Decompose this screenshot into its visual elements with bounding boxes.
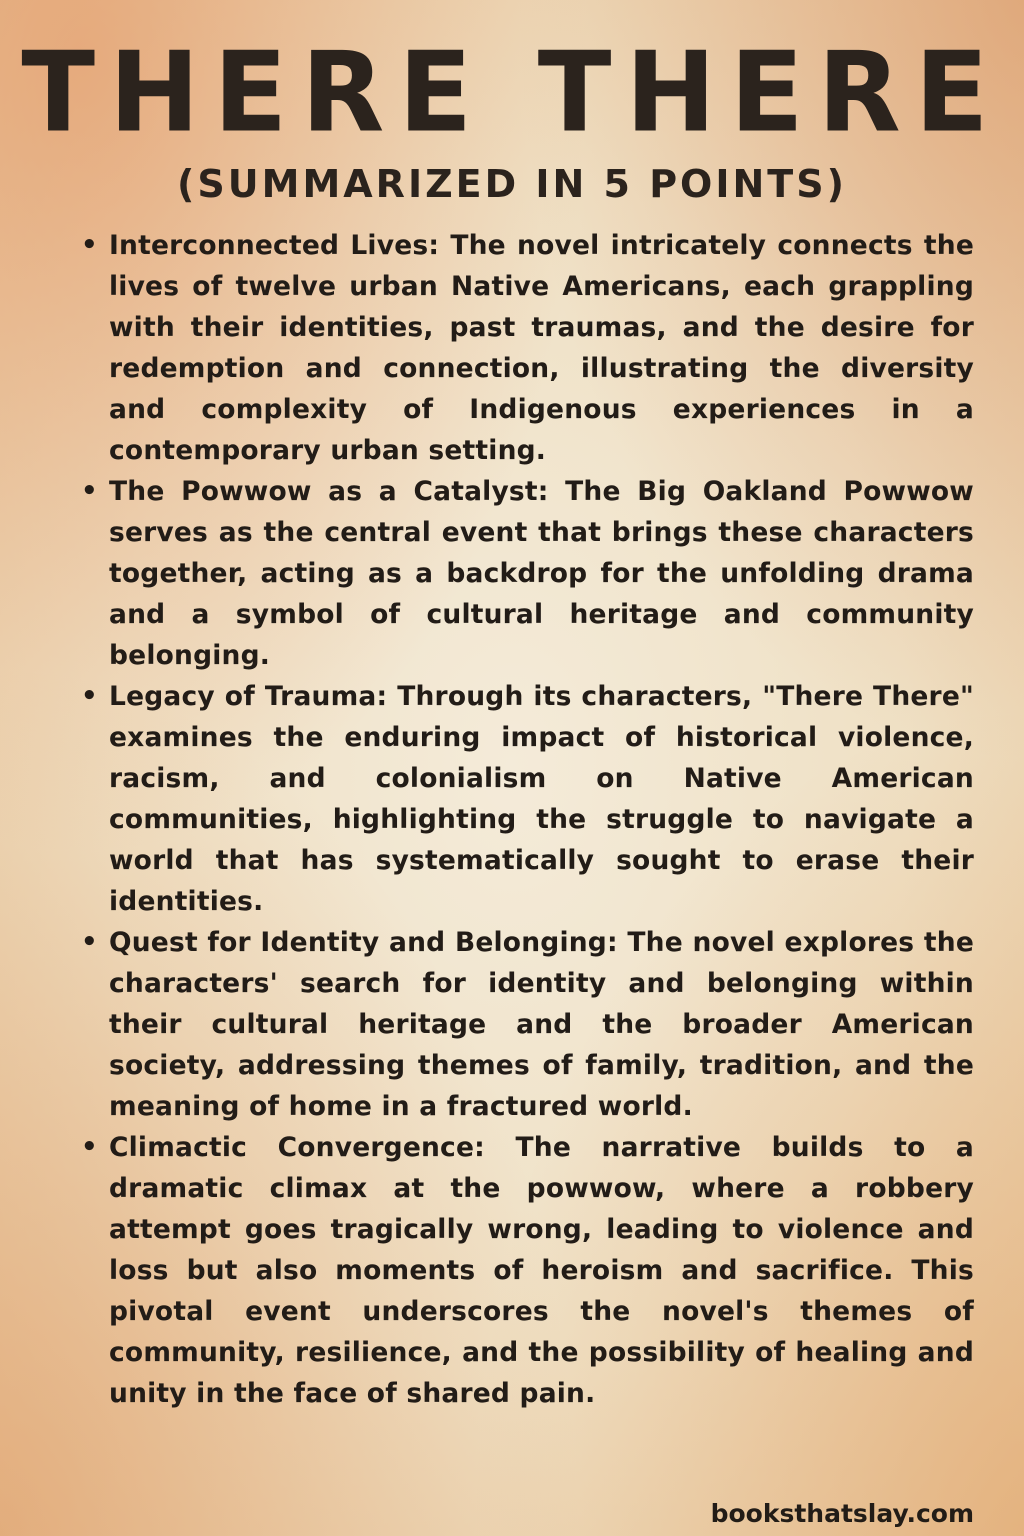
summary-point-1 xyxy=(76,225,974,471)
point-text: The Big Oakland Powwow serves as the central event that brings these characters together, acting as a backdrop for the unfolding drama and a symbol of cultural heritage and community belonging. xyxy=(109,476,974,671)
bullet-icon: • xyxy=(81,681,98,711)
point-label: Legacy of Trauma: xyxy=(109,681,388,712)
book-title: THERE THERE xyxy=(21,29,1003,158)
point-text: The novel intricately connects the lives of twelve urban Native Americans, each grappling with their identities, past traumas, and the desire for redemption and connection, illustrating the diversity and complexity of Indigenous experiences in a contemporary urban setting. xyxy=(109,230,974,466)
bullet-icon: • xyxy=(81,476,98,506)
summary-point-5 xyxy=(76,1127,974,1414)
point-text: The novel explores the characters' search for identity and belonging within their cultural heritage and the broader American society, addressing themes of family, tradition, and the meaning of home in a fractured world. xyxy=(109,927,974,1122)
bullet-icon: • xyxy=(81,1132,98,1162)
point-label: Climactic Convergence: xyxy=(109,1132,485,1163)
summary-point-2 xyxy=(76,471,974,676)
point-text: Through its characters, "There There" examines the enduring impact of historical violence, racism, and colonialism on Native American communities, highlighting the struggle to navigate a world that has systematically sought to erase their identities. xyxy=(109,681,975,917)
summary-points-list xyxy=(76,225,974,1414)
summary-point-3 xyxy=(76,676,974,922)
point-label: Quest for Identity and Belonging: xyxy=(109,927,618,958)
point-text: The narrative builds to a dramatic climax at the powwow, where a robbery attempt goes tragically wrong, leading to violence and loss but also moments of heroism and sacrifice. This pivotal event underscores the novel's themes of community, resilience, and the possibility of healing and unity in the face of shared pain. xyxy=(109,1132,974,1409)
summary-point-4 xyxy=(76,922,974,1127)
bullet-icon: • xyxy=(81,927,98,957)
point-label: Interconnected Lives: xyxy=(109,230,440,261)
bullet-icon: • xyxy=(81,230,98,260)
subtitle: (SUMMARIZED IN 5 POINTS) xyxy=(177,162,847,206)
point-label: The Powwow as a Catalyst: xyxy=(109,476,549,507)
website-credit: booksthatslay.com xyxy=(710,1499,974,1528)
